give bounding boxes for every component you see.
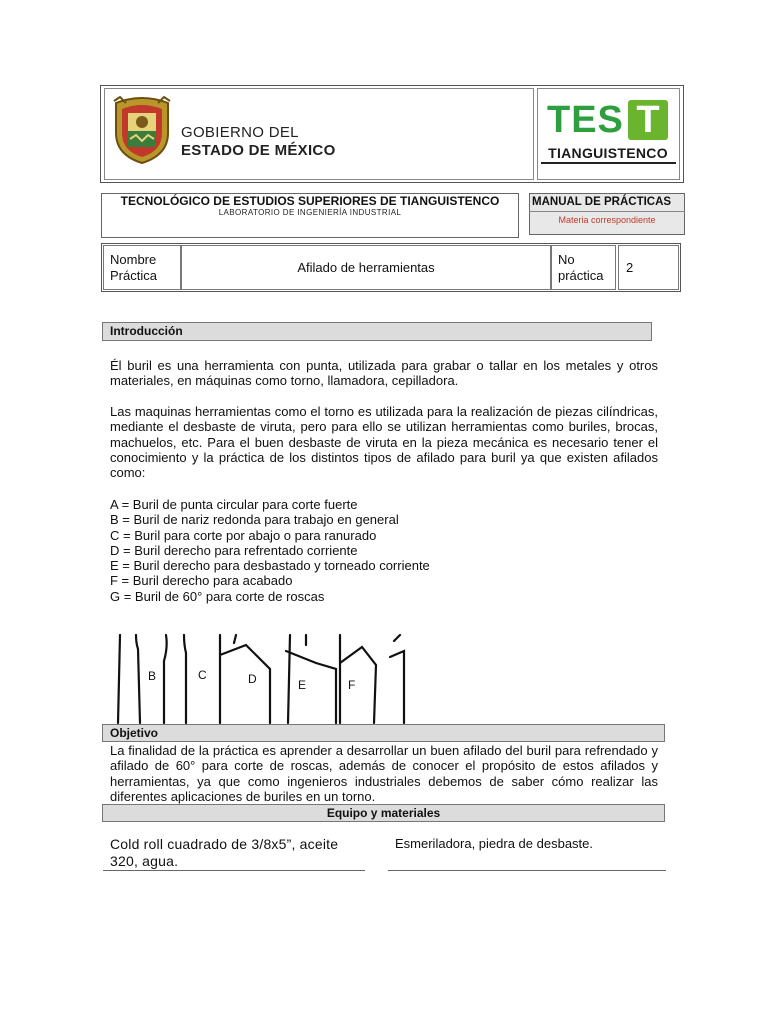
section-equipo-materiales: Equipo y materiales xyxy=(102,804,665,822)
practice-no-label xyxy=(558,252,604,284)
practice-name-label-line-2: Práctica xyxy=(110,268,157,283)
tes-subtitle: TIANGUISTENCO xyxy=(548,145,668,161)
institution-subtitle: LABORATORIO DE INGENIERÍA INDUSTRIAL xyxy=(218,208,402,217)
tes-logo xyxy=(545,99,675,143)
practice-name-label xyxy=(110,252,157,284)
manual-subject: Materia correspondiente xyxy=(558,215,656,225)
list-item: F = Buril derecho para acabado xyxy=(110,573,293,589)
figure-label-d: D xyxy=(248,672,257,686)
government-line-2: ESTADO DE MÉXICO xyxy=(181,142,336,159)
list-item: A = Buril de punta circular para corte fuerte xyxy=(110,497,358,512)
intro-paragraph-2: Las maquinas herramientas como el torno es utilizada para la realización de piezas cilíndricas, mediante el desbaste de viruta, pero para ello se utilizan herramientas como buriles, brocas, machuelos, etc. Para el buen desbaste de viruta en la pieza mecánica es necesario tener el conocimiento y la práctica de los distintos tipos de afilado para buril ya que existen afilados como: xyxy=(110,404,658,481)
figure-label-b: B xyxy=(148,669,157,683)
tool-e-outline xyxy=(286,635,336,723)
section-introduccion: Introducción xyxy=(102,322,652,341)
list-item: C = Buril para corte por abajo o para ranurado xyxy=(110,527,377,543)
practice-name-label-line-1: Nombre xyxy=(110,252,157,267)
tool-f-outline xyxy=(340,635,376,723)
figure-label-e: E xyxy=(298,678,307,692)
practice-no-value: 2 xyxy=(626,260,634,275)
tool-d-outline xyxy=(220,635,270,723)
practice-name-value: Afilado de herramientas xyxy=(297,260,435,275)
equipo-right-underline xyxy=(388,870,666,871)
practice-no-label-line-1: No xyxy=(558,252,575,267)
tes-logo-text: TES xyxy=(547,99,624,141)
tool-c-outline xyxy=(164,635,186,723)
tes-underline xyxy=(541,162,676,164)
buril-types-list xyxy=(110,497,430,604)
tool-g-outline xyxy=(390,635,404,723)
equipo-left-underline xyxy=(103,870,365,871)
practice-no-label-line-2: práctica xyxy=(558,268,604,283)
equipo-right: Esmeriladora, piedra de desbaste. xyxy=(395,836,594,851)
figure-label-c: C xyxy=(198,668,207,682)
manual-divider xyxy=(529,211,685,212)
figure-label-f: F xyxy=(348,678,356,692)
list-item: B = Buril de nariz redonda para trabajo en general xyxy=(110,512,399,528)
section-objetivo: Objetivo xyxy=(102,724,665,742)
tes-logo-t: T xyxy=(636,99,660,141)
list-item: D = Buril derecho para refrentado corriente xyxy=(110,542,358,558)
equipo-left: Cold roll cuadrado de 3/8x5”, aceite 320, agua. xyxy=(110,836,339,869)
buril-types-figure xyxy=(110,633,410,725)
list-item: E = Buril derecho para desbastado y torneado corriente xyxy=(110,558,430,574)
manual-title: MANUAL DE PRÁCTICAS xyxy=(532,196,672,208)
intro-paragraph-1: Él buril es una herramienta con punta, utilizada para grabar o tallar en los metales y otros materiales, en máquinas como torno, llamadora, cepilladora. xyxy=(110,358,658,389)
objetivo-text: La finalidad de la práctica es aprender a desarrollar un buen afilado del buril para refrendado y afilado de 60° para corte de roscas, además de conocer el propósito de estos afilados y herramientas, ya que como ingenieros industriales debemos de saber cómo realizar las diferentes aplicaciones de buriles en un torno. xyxy=(110,743,658,804)
government-name xyxy=(181,124,336,160)
institution-title: TECNOLÓGICO DE ESTUDIOS SUPERIORES DE TIANGUISTENCO xyxy=(120,194,500,208)
government-line-1: GOBIERNO DEL xyxy=(181,124,299,141)
tool-b-outline xyxy=(118,635,140,723)
coat-of-arms-logo xyxy=(108,95,176,165)
list-item: G = Buril de 60° para corte de roscas xyxy=(110,588,325,604)
